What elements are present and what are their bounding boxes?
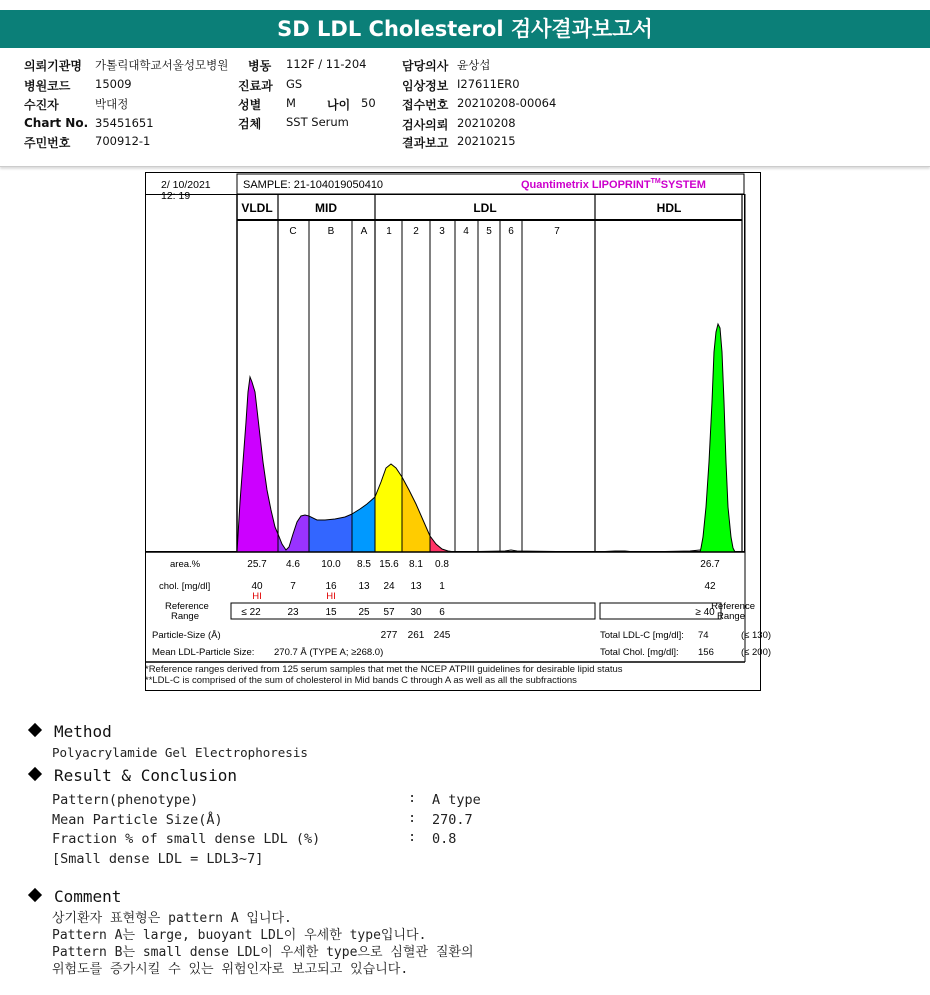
row-label-ref-2: Range [171,611,199,622]
diamond-bullet-icon [28,888,42,902]
patient-info [0,54,930,167]
id-label: 주민번호 [24,136,71,150]
dept-value: GS [286,77,303,91]
ref-ldl2: 30 [410,607,422,618]
hospital-code-value: 15009 [95,77,132,91]
sex-value: M [286,96,296,110]
hospital-code-label: 병원코드 [24,79,71,93]
report-title: SD LDL Cholesterol 검사결과보고서 [0,10,930,48]
receipt-label: 접수번호 [402,98,449,112]
band-ldl7: 7 [554,226,560,237]
band-ldl6: 6 [508,226,514,237]
chart-label: Chart No. [24,116,89,130]
hi-flag-vldl: HI [252,591,262,602]
chol-ldl3: 1 [439,581,445,592]
band-ldl2: 2 [413,226,419,237]
group-vldl: VLDL [241,201,273,215]
id-value: 700912-1 [95,134,151,148]
result-label-1: Pattern(phenotype) [52,792,199,808]
clinical-label: 임상정보 [402,79,449,93]
chol-ldl1: 24 [383,581,395,592]
chol-vldl: 40 [251,581,263,592]
comment-line-2: Pattern A는 large, buoyant LDL이 우세한 type입니다. [52,928,427,943]
lipoprint-svg [145,172,772,690]
ward-label: 병동 [248,59,272,73]
band-c: C [289,226,297,237]
result-colon-2: : [408,810,417,826]
chol-ldl2: 13 [410,581,422,592]
diamond-bullet-icon [28,723,42,737]
sex-label: 성별 [238,98,262,112]
dept-label: 진료과 [238,79,273,93]
method-text: Polyacrylamide Gel Electrophoresis [52,745,308,760]
age-value: 50 [361,96,376,110]
result-colon-1: : [408,790,417,806]
particle-row [381,630,451,641]
area-ldl3: 0.8 [435,559,449,570]
ref-midb: 15 [325,607,337,618]
band-ldl4: 4 [463,226,469,237]
band-ldl3: 3 [439,226,445,237]
ref-vldl: ≤ 22 [241,607,261,618]
result-value-2: 270.7 [432,812,473,828]
total-chol-ref: (≤ 200) [741,647,772,658]
report-date-label: 결과보고 [402,136,449,150]
ref-midc: 23 [287,607,299,618]
result-heading: Result & Conclusion [28,766,237,785]
band-ldl5: 5 [486,226,492,237]
doctor-value: 윤상섭 [457,58,491,72]
result-label-2: Mean Particle Size(Å) [52,812,223,828]
age-label: 나이 [327,98,351,112]
total-ldl-label: Total LDL-C [mg/dl]: [600,630,684,641]
result-value-1: A type [432,792,481,808]
patient-name-value: 박대정 [95,97,129,111]
clinical-value: I27611ER0 [457,77,520,91]
ref-mida: 25 [358,607,370,618]
area-ldl2: 8.1 [409,559,423,570]
institution-label: 의뢰기관명 [24,59,82,73]
area-midc: 4.6 [286,559,300,570]
footnote-1: *Reference ranges derived from 125 serum samples that met the NCEP ATPIII guidelines for desirable lipid status [145,664,623,675]
comment-heading: Comment [28,887,121,906]
ref-hdl: ≥ 40 [695,607,715,618]
area-hdl: 26.7 [700,559,720,570]
ref-ldl3: 6 [439,607,445,618]
hi-flag-midb: HI [326,591,336,602]
chart-value: 35451651 [95,116,154,130]
sample-id: SAMPLE: 21-104019050410 [243,179,384,191]
particle-ldl3: 245 [433,630,451,641]
report-time: 12: 19 [161,190,191,202]
mid-b-peak [309,514,352,552]
row-label-ref-1: Reference [165,601,209,612]
group-ldl: LDL [473,201,497,215]
result-note: [Small dense LDL = LDL3~7] [52,851,264,867]
group-hdl: HDL [656,201,682,215]
ward-value: 112F / 11-204 [286,57,367,71]
report-date: 2/ 10/2021 [161,179,211,191]
total-chol-value: 156 [698,647,714,658]
result-value-3: 0.8 [432,831,457,847]
method-heading: Method [28,722,112,741]
group-mid: MID [315,201,337,215]
row-label-mean: Mean LDL-Particle Size: [152,647,255,658]
total-chol-label: Total Chol. [mg/dl]: [600,647,679,658]
band-b: B [327,226,335,237]
specimen-label: 검체 [238,117,262,131]
particle-ldl2: 261 [407,630,425,641]
ref-right-1: Reference [711,601,755,612]
chol-mida: 13 [358,581,370,592]
area-ldl1: 15.6 [379,559,399,570]
ref-right-2: Range [717,611,745,622]
result-colon-3: : [408,829,417,845]
area-mida: 8.5 [357,559,371,570]
comment-line-1: 상기환자 표현형은 pattern A 입니다. [52,911,292,926]
total-ldl-ref: (≤ 130) [741,630,772,641]
report-date-value: 20210215 [457,134,516,148]
band-a: A [360,226,368,237]
comment-line-4: 위험도를 증가시킬 수 있는 위험인자로 보고되고 있습니다. [52,962,409,977]
patient-label: 수진자 [24,98,59,112]
chol-midb: 16 [325,581,337,592]
request-value: 20210208 [457,116,516,130]
chol-hdl: 42 [704,581,716,592]
row-label-particle: Particle-Size (Å) [152,630,221,641]
row-label-area: area.% [170,559,201,570]
request-label: 검사의뢰 [402,118,449,132]
mean-value: 270.7 Å (TYPE A; ≥268.0) [274,647,384,658]
doctor-label: 담당의사 [402,59,449,73]
chol-midc: 7 [290,581,296,592]
area-vldl: 25.7 [247,559,267,570]
row-label-chol: chol. [mg/dl] [159,581,211,592]
footnote-2: **LDL-C is comprised of the sum of cholesterol in Mid bands C through A as well as all the subfractions [145,675,577,686]
lipoprint-report [145,172,772,690]
band-ldl1: 1 [386,226,392,237]
diamond-bullet-icon [28,767,42,781]
specimen-value: SST Serum [286,115,349,129]
receipt-value: 20210208-00064 [457,96,557,110]
result-label-3: Fraction % of small dense LDL (%) [52,831,321,847]
institution-value: 가톨릭대학교서울성모병원 [95,58,229,72]
area-midb: 10.0 [321,559,341,570]
ref-ldl1: 57 [383,607,395,618]
brand-name: Quantimetrix LIPOPRINT™SYSTEM [521,178,706,191]
total-ldl-value: 74 [698,630,709,641]
comment-line-3: Pattern B는 small dense LDL이 우세한 type으로 심혈관 질환의 [52,945,474,960]
particle-ldl1: 277 [380,630,398,641]
